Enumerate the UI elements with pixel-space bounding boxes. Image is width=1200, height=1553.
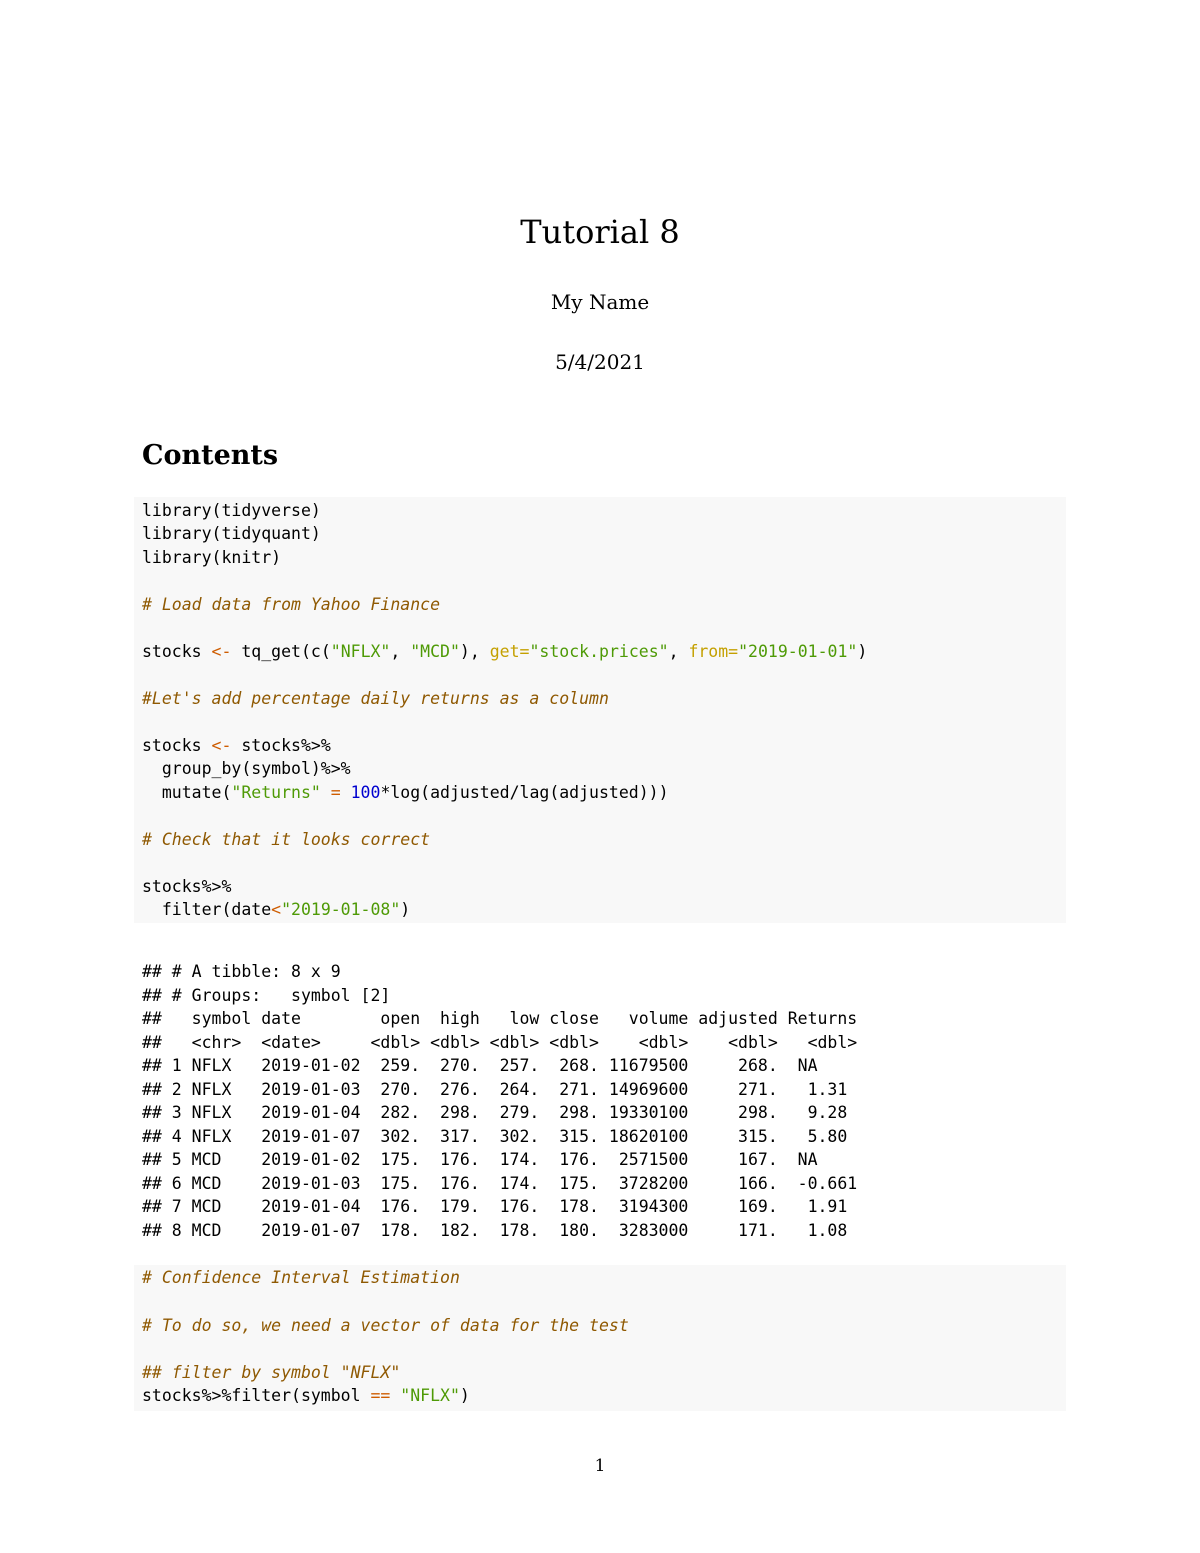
code-assign-operator: <- bbox=[211, 642, 232, 661]
code-token: *log(adjusted/lag(adjusted))) bbox=[380, 783, 669, 802]
code-token: stocks%>% bbox=[231, 736, 331, 755]
code-arg-from: from= bbox=[688, 642, 739, 661]
code-line-filter-date bbox=[142, 898, 410, 922]
code-line-library-tidyquant: library(tidyquant) bbox=[142, 524, 321, 543]
code-line-group-by: group_by(symbol)%>% bbox=[142, 759, 351, 778]
document-author: My Name bbox=[550, 290, 650, 314]
code-token: ) bbox=[857, 642, 868, 661]
code-string-nflx: "NFLX" bbox=[330, 642, 391, 661]
code-assign-operator: <- bbox=[211, 736, 232, 755]
code-token: filter(date bbox=[142, 900, 272, 919]
code-token: stocks bbox=[142, 642, 212, 661]
output-line: ## # A tibble: 8 x 9 bbox=[142, 962, 341, 981]
code-line-tq-get bbox=[142, 640, 867, 664]
code-lt-operator: < bbox=[271, 900, 282, 919]
code-line-stocks-assign bbox=[142, 734, 331, 758]
output-type-row: ## <chr> <date> <dbl> <dbl> <dbl> <dbl> <dbl> <dbl> <dbl> bbox=[142, 1032, 858, 1052]
document-title: Tutorial 8 bbox=[520, 213, 680, 251]
code-comment-add-returns: #Let's add percentage daily returns as a column bbox=[142, 689, 609, 708]
code-token: , bbox=[390, 642, 411, 661]
code-equals-operator: = bbox=[330, 783, 341, 802]
section-heading-contents: Contents bbox=[142, 440, 279, 471]
code-token: ) bbox=[459, 1386, 470, 1405]
code-comment-vector: # To do so, we need a vector of data for the test bbox=[142, 1316, 629, 1335]
code-eq-operator: == bbox=[370, 1386, 391, 1405]
code-string-stock-prices: "stock.prices" bbox=[529, 642, 669, 661]
code-number-100: 100 bbox=[350, 783, 381, 802]
code-token: , bbox=[668, 642, 689, 661]
code-token: mutate( bbox=[142, 783, 232, 802]
code-token: ), bbox=[459, 642, 490, 661]
code-token bbox=[341, 783, 351, 802]
page-number: 1 bbox=[594, 1456, 606, 1476]
code-comment-check: # Check that it looks correct bbox=[142, 830, 431, 849]
output-data-row: ## 2 NFLX 2019-01-03 270. 276. 264. 271. 14969600 271. 1.31 bbox=[142, 1079, 848, 1099]
code-chunk-confidence-interval bbox=[134, 1265, 1066, 1411]
output-data-row: ## 4 NFLX 2019-01-07 302. 317. 302. 315. 18620100 315. 5.80 bbox=[142, 1126, 848, 1146]
code-string-returns: "Returns" bbox=[231, 783, 321, 802]
code-arg-get: get= bbox=[489, 642, 530, 661]
code-string-date: "2019-01-01" bbox=[738, 642, 858, 661]
code-chunk-setup bbox=[134, 497, 1066, 923]
output-data-row: ## 6 MCD 2019-01-03 175. 176. 174. 175. 3728200 166. -0.661 bbox=[142, 1173, 858, 1193]
code-token: ) bbox=[400, 900, 411, 919]
code-string-filter-date: "2019-01-08" bbox=[281, 900, 401, 919]
code-line-filter-symbol bbox=[142, 1384, 470, 1408]
code-token bbox=[390, 1386, 400, 1405]
code-comment-load-data: # Load data from Yahoo Finance bbox=[142, 595, 441, 614]
output-line: ## # Groups: symbol [2] bbox=[142, 985, 391, 1005]
code-line-stocks-pipe: stocks%>% bbox=[142, 877, 232, 896]
output-data-row: ## 1 NFLX 2019-01-02 259. 270. 257. 268. 11679500 268. NA bbox=[142, 1056, 818, 1075]
code-token: stocks%>%filter(symbol bbox=[142, 1386, 371, 1405]
output-data-row: ## 8 MCD 2019-01-07 178. 182. 178. 180. 3283000 171. 1.08 bbox=[142, 1220, 848, 1240]
document-date: 5/4/2021 bbox=[555, 350, 645, 374]
output-data-row: ## 5 MCD 2019-01-02 175. 176. 174. 176. 2571500 167. NA bbox=[142, 1150, 818, 1169]
code-comment-ci: # Confidence Interval Estimation bbox=[142, 1268, 460, 1287]
code-token: stocks bbox=[142, 736, 212, 755]
code-string-nflx: "NFLX" bbox=[400, 1386, 460, 1405]
code-line-library-knitr: library(knitr) bbox=[142, 548, 282, 567]
code-string-mcd: "MCD" bbox=[410, 642, 460, 661]
output-header-row: ## symbol date open high low close volume adjusted Returns bbox=[142, 1009, 858, 1028]
code-token bbox=[321, 783, 331, 802]
code-line-mutate bbox=[142, 781, 669, 805]
code-token: tq_get(c( bbox=[231, 642, 331, 661]
output-data-row: ## 7 MCD 2019-01-04 176. 179. 176. 178. 3194300 169. 1.91 bbox=[142, 1197, 848, 1216]
code-comment-filter-symbol: ## filter by symbol "NFLX" bbox=[142, 1363, 401, 1382]
code-line-library-tidyverse: library(tidyverse) bbox=[142, 501, 321, 520]
output-data-row: ## 3 NFLX 2019-01-04 282. 298. 279. 298. 19330100 298. 9.28 bbox=[142, 1103, 848, 1122]
